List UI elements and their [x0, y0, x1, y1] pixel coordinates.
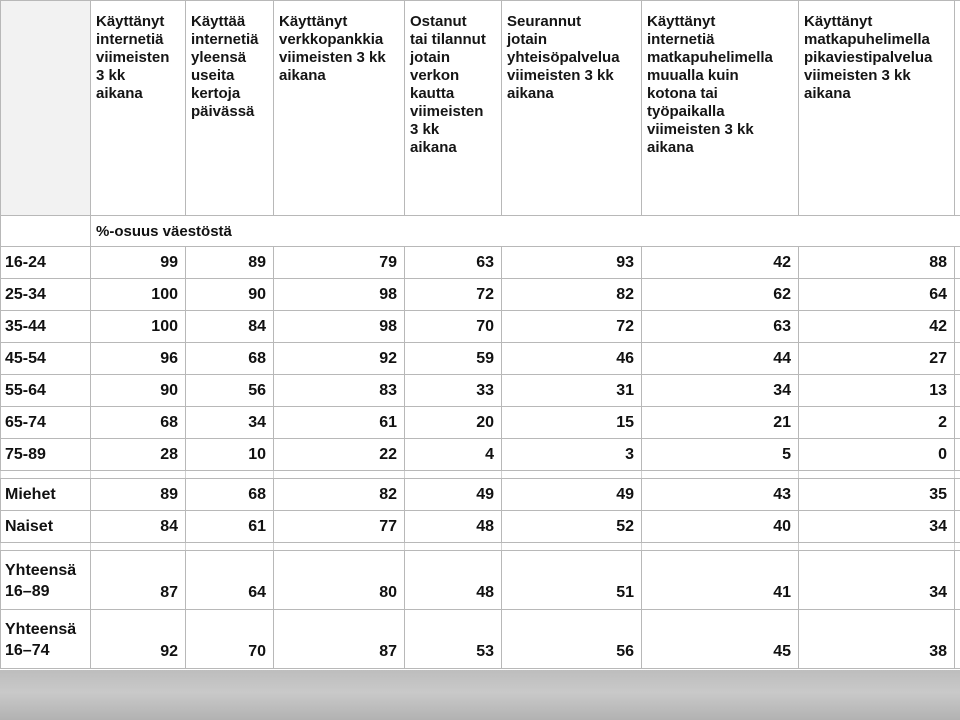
table-cell: 44 — [642, 343, 799, 375]
table-cell: 90 — [186, 279, 274, 311]
table-cell: 89 — [186, 247, 274, 279]
row-label: 16-24 — [1, 247, 91, 279]
table-cell: 48 — [405, 511, 502, 543]
table-cell: 87 — [274, 610, 405, 669]
table-cell: 0 — [799, 439, 955, 471]
table-cell: 70 — [186, 610, 274, 669]
table-cell: 82 — [274, 479, 405, 511]
table-cell: 77 — [274, 511, 405, 543]
table-row — [1, 439, 960, 471]
age-group-rows — [1, 247, 960, 471]
table-cell: 41 — [642, 551, 799, 610]
column-header-social-media: Seurannut jotain yhteisöpalvelua viimeisten 3 kk aikana — [502, 1, 642, 216]
row-label: Naiset — [1, 511, 91, 543]
table-cell: 34 — [186, 407, 274, 439]
table-cell: 92 — [91, 610, 186, 669]
table-cell: 68 — [91, 407, 186, 439]
table-cell-cutoff — [955, 511, 960, 543]
table-cell: 33 — [405, 375, 502, 407]
table-cell: 64 — [799, 279, 955, 311]
row-label: 25-34 — [1, 279, 91, 311]
total-rows — [1, 551, 960, 669]
row-label: 55-64 — [1, 375, 91, 407]
table-row — [1, 311, 960, 343]
table-cell: 83 — [274, 375, 405, 407]
table-cell: 20 — [405, 407, 502, 439]
table-cell: 56 — [186, 375, 274, 407]
header-row — [1, 1, 960, 216]
table-cell-cutoff — [955, 407, 960, 439]
spacer-row — [1, 543, 960, 551]
table-cell: 53 — [405, 610, 502, 669]
column-header-cutoff — [955, 1, 960, 216]
table-cell: 22 — [274, 439, 405, 471]
table-cell-cutoff — [955, 375, 960, 407]
row-label: 35-44 — [1, 311, 91, 343]
table-row — [1, 247, 960, 279]
table-cell: 13 — [799, 375, 955, 407]
table-cell: 51 — [502, 551, 642, 610]
table-row — [1, 407, 960, 439]
table-cell: 43 — [642, 479, 799, 511]
spacer-row — [1, 471, 960, 479]
table-cell: 63 — [642, 311, 799, 343]
table-cell: 80 — [274, 551, 405, 610]
table-cell: 49 — [405, 479, 502, 511]
gender-rows — [1, 479, 960, 543]
table-cell: 3 — [502, 439, 642, 471]
table-cell: 59 — [405, 343, 502, 375]
table-cell: 90 — [91, 375, 186, 407]
table-cell: 34 — [642, 375, 799, 407]
table-cell: 63 — [405, 247, 502, 279]
table-cell: 35 — [799, 479, 955, 511]
table-row — [1, 343, 960, 375]
table-cell: 46 — [502, 343, 642, 375]
table-cell: 28 — [91, 439, 186, 471]
table-cell: 84 — [91, 511, 186, 543]
table-row — [1, 279, 960, 311]
table-cell: 64 — [186, 551, 274, 610]
table-row — [1, 479, 960, 511]
table-cell: 88 — [799, 247, 955, 279]
table-cell: 98 — [274, 311, 405, 343]
table-cell: 98 — [274, 279, 405, 311]
row-label: 75-89 — [1, 439, 91, 471]
table-cell: 93 — [502, 247, 642, 279]
table-cell: 34 — [799, 511, 955, 543]
column-header-mobile-internet: Käyttänyt internetiä matkapuhelimella muualla kuin kotona tai työpaikalla viimeisten 3 kk aikana — [642, 1, 799, 216]
table-cell-cutoff — [955, 343, 960, 375]
table-row — [1, 610, 960, 669]
table-cell: 5 — [642, 439, 799, 471]
table-cell: 21 — [642, 407, 799, 439]
table-cell: 45 — [642, 610, 799, 669]
table-cell-cutoff — [955, 279, 960, 311]
table-cell: 34 — [799, 551, 955, 610]
table-cell: 82 — [502, 279, 642, 311]
table-cell: 89 — [91, 479, 186, 511]
table-cell: 10 — [186, 439, 274, 471]
column-header-internet-used-3m: Käyttänyt internetiä viimeisten 3 kk aikana — [91, 1, 186, 216]
table-cell: 49 — [502, 479, 642, 511]
unit-row — [1, 216, 960, 247]
row-label: Miehet — [1, 479, 91, 511]
table-cell: 92 — [274, 343, 405, 375]
column-header-online-shopping: Ostanut tai tilannut jotain verkon kautta viimeisten 3 kk aikana — [405, 1, 502, 216]
table-cell: 87 — [91, 551, 186, 610]
table-cell: 15 — [502, 407, 642, 439]
row-label: Yhteensä 16–89 — [1, 551, 91, 610]
table-cell-cutoff — [955, 610, 960, 669]
table-cell-cutoff — [955, 311, 960, 343]
table-cell: 96 — [91, 343, 186, 375]
column-header-online-banking: Käyttänyt verkkopankkia viimeisten 3 kk aikana — [274, 1, 405, 216]
table-cell-cutoff — [955, 551, 960, 610]
table-cell: 84 — [186, 311, 274, 343]
table-cell: 40 — [642, 511, 799, 543]
table-cell: 62 — [642, 279, 799, 311]
table-cell-cutoff — [955, 479, 960, 511]
table-cell: 38 — [799, 610, 955, 669]
table-cell: 100 — [91, 311, 186, 343]
table-cell: 31 — [502, 375, 642, 407]
unit-row-stub — [1, 216, 91, 247]
table-row — [1, 551, 960, 610]
row-label: 45-54 — [1, 343, 91, 375]
table-cell: 2 — [799, 407, 955, 439]
table-cell: 42 — [799, 311, 955, 343]
column-header-stub — [1, 1, 91, 216]
table-cell-cutoff — [955, 439, 960, 471]
row-label: 65-74 — [1, 407, 91, 439]
unit-label: %-osuus väestöstä — [91, 216, 960, 247]
table-cell: 52 — [502, 511, 642, 543]
table-cell: 61 — [186, 511, 274, 543]
table-cell: 99 — [91, 247, 186, 279]
table-row — [1, 511, 960, 543]
table-cell: 100 — [91, 279, 186, 311]
table-cell: 70 — [405, 311, 502, 343]
table-cell: 27 — [799, 343, 955, 375]
table-cell: 72 — [502, 311, 642, 343]
table-cell: 56 — [502, 610, 642, 669]
table-cell: 42 — [642, 247, 799, 279]
table-cell: 48 — [405, 551, 502, 610]
table-cell: 72 — [405, 279, 502, 311]
column-header-internet-daily: Käyttää internetiä yleensä useita kertoja päivässä — [186, 1, 274, 216]
column-header-mobile-messaging: Käyttänyt matkapuhelimella pikaviestipalvelua viimeisten 3 kk aikana — [799, 1, 955, 216]
table-cell: 4 — [405, 439, 502, 471]
table-cell: 68 — [186, 343, 274, 375]
row-label: Yhteensä 16–74 — [1, 610, 91, 669]
background-floor-band — [0, 670, 960, 720]
table-cell: 68 — [186, 479, 274, 511]
table-cell: 79 — [274, 247, 405, 279]
table-row — [1, 375, 960, 407]
table-cell-cutoff — [955, 247, 960, 279]
table-cell: 61 — [274, 407, 405, 439]
